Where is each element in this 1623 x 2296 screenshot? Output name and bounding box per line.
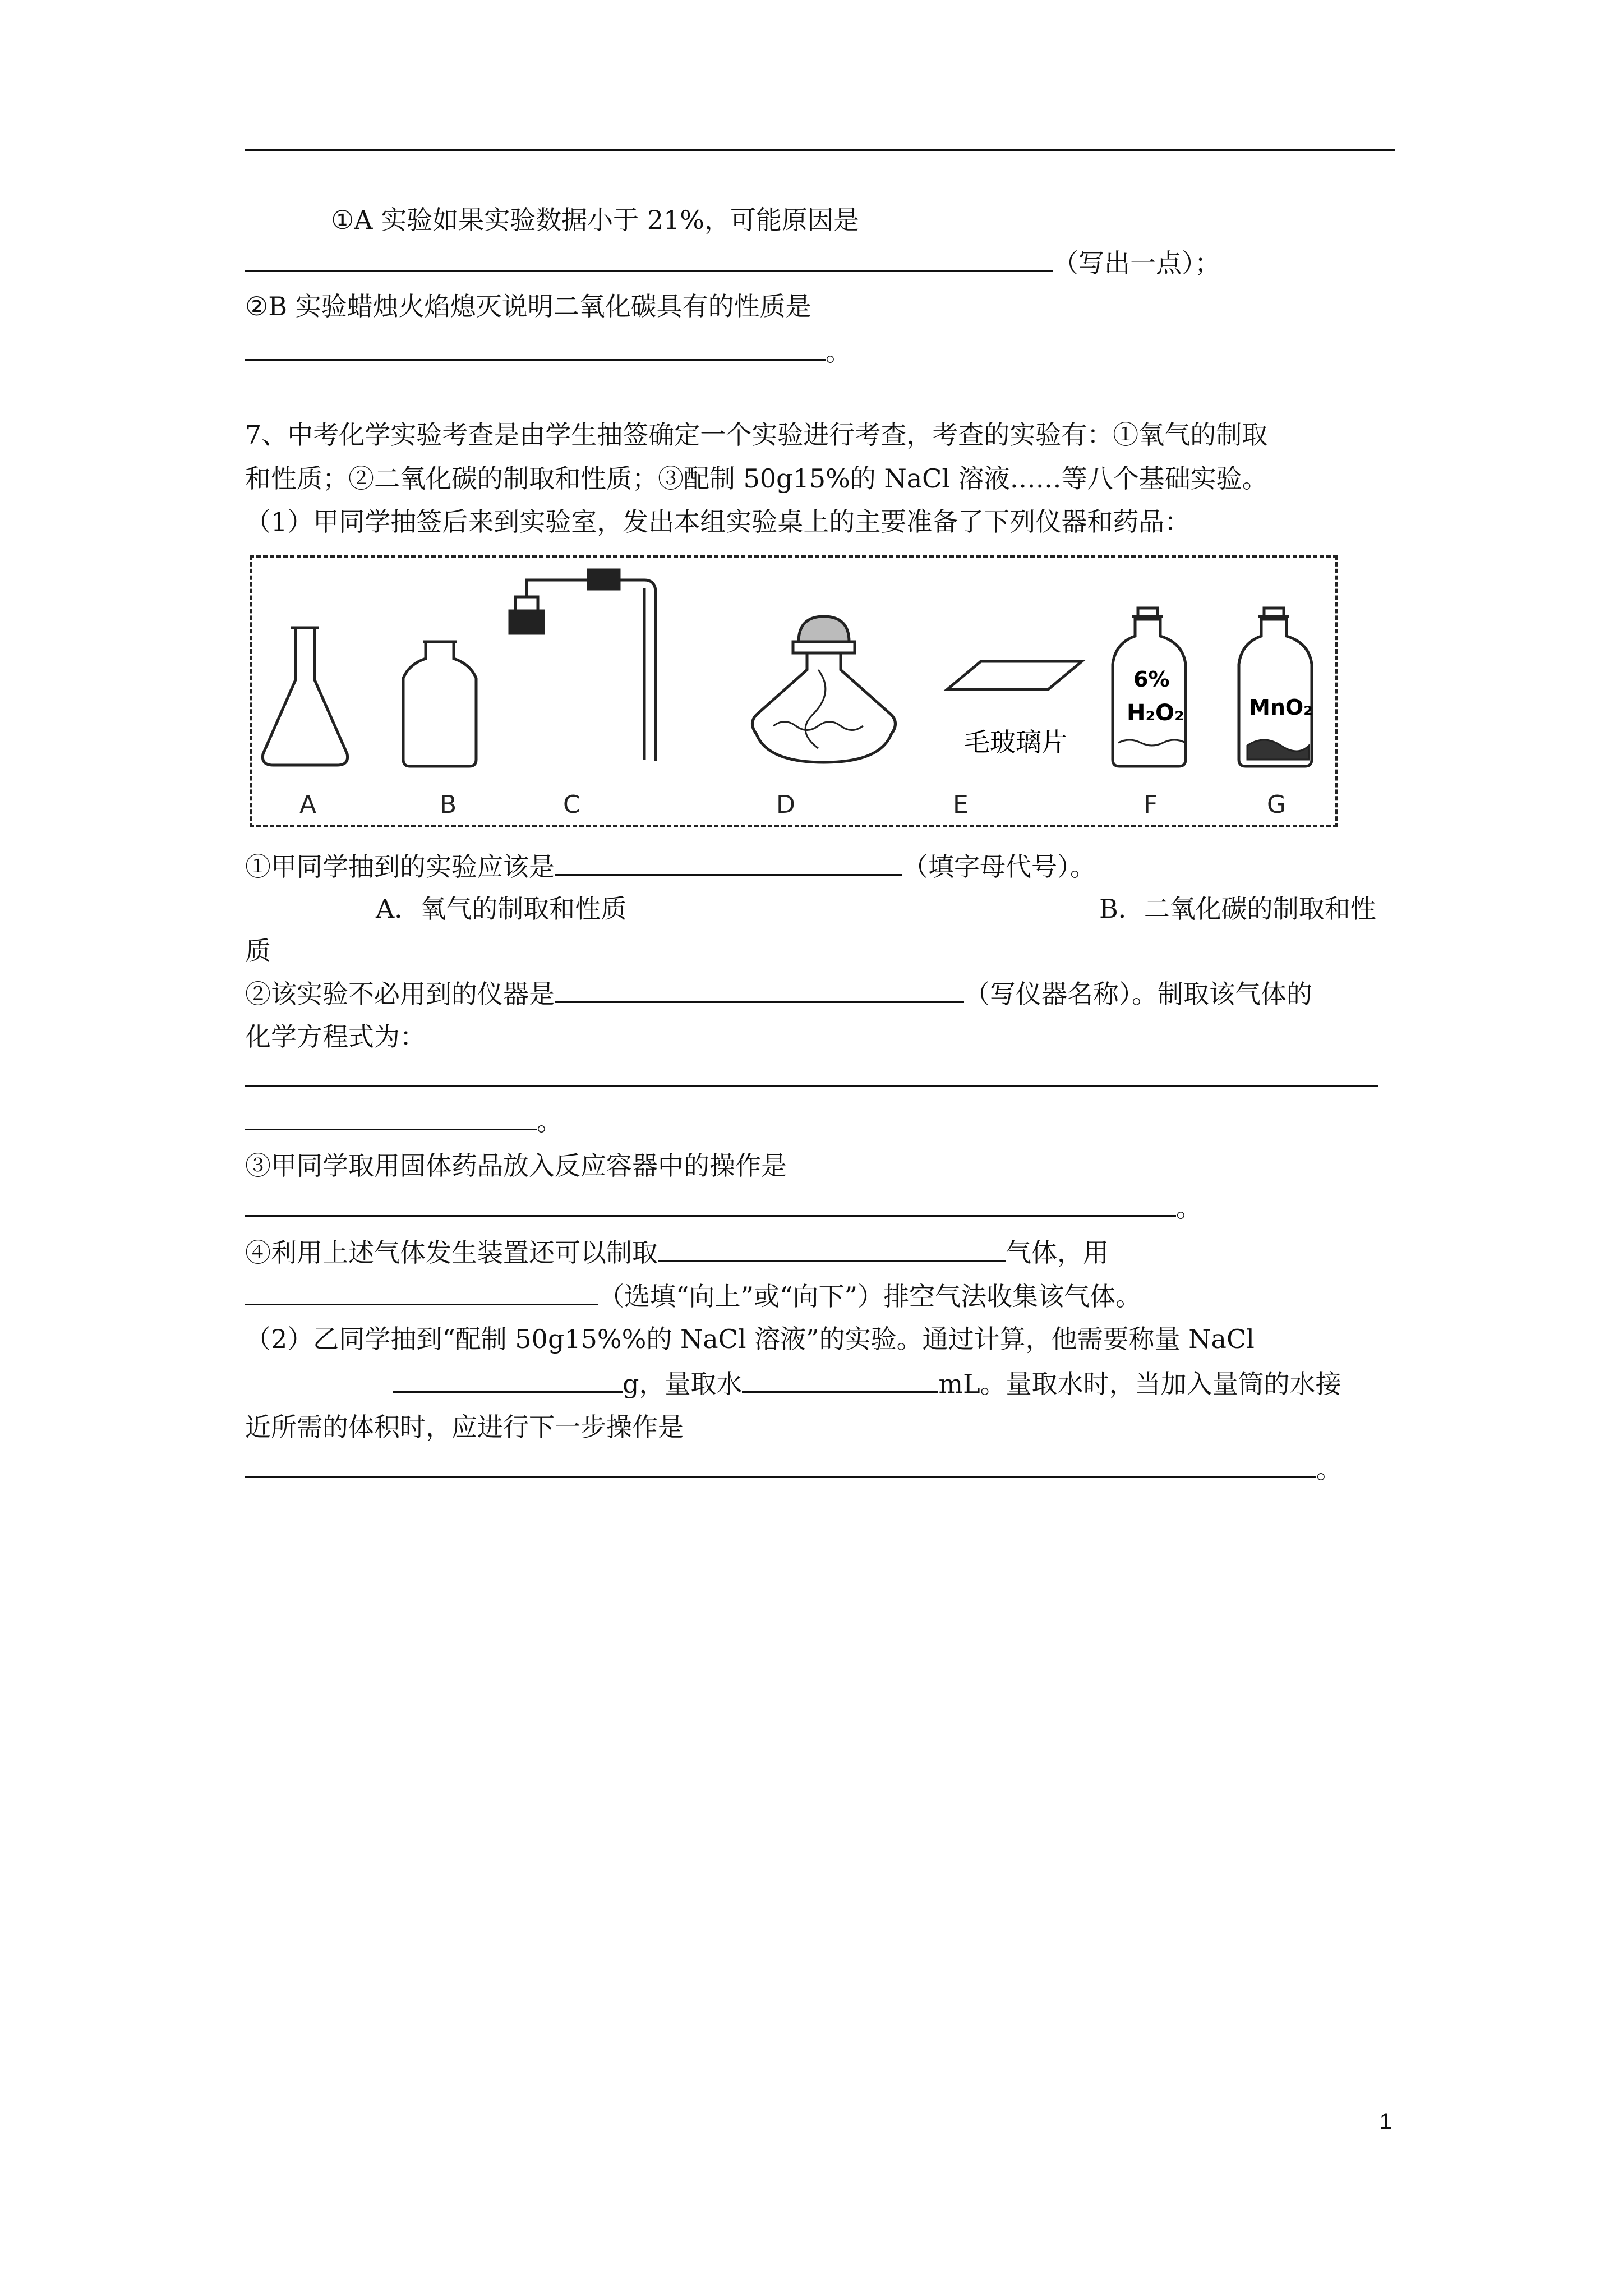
stopper-delivery-tube-icon <box>510 570 656 761</box>
q7-a4-text: ④利用上述气体发生装置还可以制取 <box>245 1237 658 1268</box>
manganese-dioxide-bottle-icon <box>1239 608 1312 766</box>
answer-blank[interactable] <box>245 1190 1176 1217</box>
q7-sub2-g: g，量取水 <box>623 1369 743 1399</box>
h2o2-label: H₂O₂ <box>1127 700 1184 726</box>
q7-a4-line2 <box>245 1279 1141 1313</box>
alcohol-lamp-icon <box>753 616 896 762</box>
q7-option-a: A．氧气的制取和性质 <box>376 894 627 924</box>
glass-plate-icon <box>947 661 1082 689</box>
label-b: B <box>440 790 457 819</box>
q7-a4 <box>245 1235 1109 1269</box>
q7-line1: 7、中考化学实验考查是由学生抽签确定一个实验进行考查，考查的实验有：①氧气的制取 <box>245 420 1268 450</box>
answer-blank[interactable] <box>245 1104 537 1130</box>
answer-blank[interactable] <box>658 1235 1006 1262</box>
answer-blank[interactable] <box>742 1366 938 1393</box>
apparatus-figure <box>250 555 1338 827</box>
page-number: 1 <box>1379 2109 1392 2134</box>
q7-option-b: B．二氧化碳的制取和性 <box>1099 894 1376 924</box>
q6-item2-line <box>245 334 851 369</box>
concentration-label: 6% <box>1133 667 1170 692</box>
answer-blank[interactable] <box>245 1452 1316 1478</box>
q7-a2-line4 <box>245 1104 562 1138</box>
q7-period: 。 <box>1316 1454 1342 1484</box>
q7-a1 <box>245 849 1096 884</box>
q7-line2: 和性质；②二氧化碳的制取和性质；③配制 50g15%的 NaCl 溶液……等八个基础实验。 <box>245 463 1268 494</box>
q7-sub2-line4 <box>245 1452 1342 1486</box>
q7-a2-text: ②该实验不必用到的仪器是 <box>245 979 555 1009</box>
answer-blank[interactable] <box>245 1060 1378 1087</box>
q7-option-b-cont: 质 <box>245 936 271 966</box>
answer-blank[interactable] <box>245 334 826 361</box>
q7-sub2-line3: 近所需的体积时，应进行下一步操作是 <box>245 1412 684 1442</box>
q7-a2-line2: 化学方程式为： <box>245 1022 426 1052</box>
q6-item1: ①A 实验如果实验数据小于 21%，可能原因是 <box>331 205 859 235</box>
label-e: E <box>953 790 969 819</box>
q7-a2-line3 <box>245 1060 1378 1094</box>
header-rule <box>245 149 1395 151</box>
q7-a1-text: ①甲同学抽到的实验应该是 <box>245 852 555 882</box>
q7-period: 。 <box>1176 1193 1202 1223</box>
q6-item1-tail: （写出一点）； <box>1053 248 1220 278</box>
q7-a4-tail: 气体，用 <box>1006 1237 1109 1268</box>
answer-blank[interactable] <box>245 1279 598 1305</box>
label-g: G <box>1267 790 1287 819</box>
q6-period: 。 <box>826 337 851 367</box>
q7-sub2: （2）乙同学抽到“配制 50g15%%的 NaCl 溶液”的实验。通过计算，他需要称量 NaCl <box>245 1324 1255 1354</box>
q7-sub1: （1）甲同学抽签后来到实验室，发出本组实验桌上的主要准备了下列仪器和药品： <box>245 507 1191 537</box>
q6-item1-line <box>245 246 1220 280</box>
apparatus-drawing <box>252 558 1340 830</box>
answer-blank[interactable] <box>245 246 1053 272</box>
q7-period: 。 <box>537 1106 562 1137</box>
label-c: C <box>563 790 580 819</box>
q7-a2-tail: （写仪器名称）。制取该气体的 <box>964 979 1312 1009</box>
answer-blank[interactable] <box>555 849 902 876</box>
q7-a2 <box>245 977 1312 1011</box>
q7-a3-line <box>245 1190 1202 1225</box>
q7-sub2-ml: mL。量取水时，当加入量筒的水接 <box>938 1369 1341 1399</box>
wide-mouth-bottle-icon <box>403 642 476 766</box>
q6-item2: ②B 实验蜡烛火焰熄灭说明二氧化碳具有的性质是 <box>245 291 811 321</box>
conical-flask-icon <box>262 628 347 765</box>
label-d: D <box>776 790 795 819</box>
label-a: A <box>299 790 317 819</box>
label-f: F <box>1144 790 1158 819</box>
mno2-label: MnO₂ <box>1249 695 1313 720</box>
answer-blank[interactable] <box>555 977 964 1003</box>
glass-plate-label: 毛玻璃片 <box>964 727 1067 757</box>
q7-a4-line2-tail: （选填“向上”或“向下”）排空气法收集该气体。 <box>598 1281 1142 1312</box>
q7-a1-tail: （填字母代号）。 <box>902 852 1096 882</box>
q7-sub2-line2 <box>393 1366 1341 1401</box>
q7-a3: ③甲同学取用固体药品放入反应容器中的操作是 <box>245 1151 787 1181</box>
answer-blank[interactable] <box>393 1366 623 1393</box>
